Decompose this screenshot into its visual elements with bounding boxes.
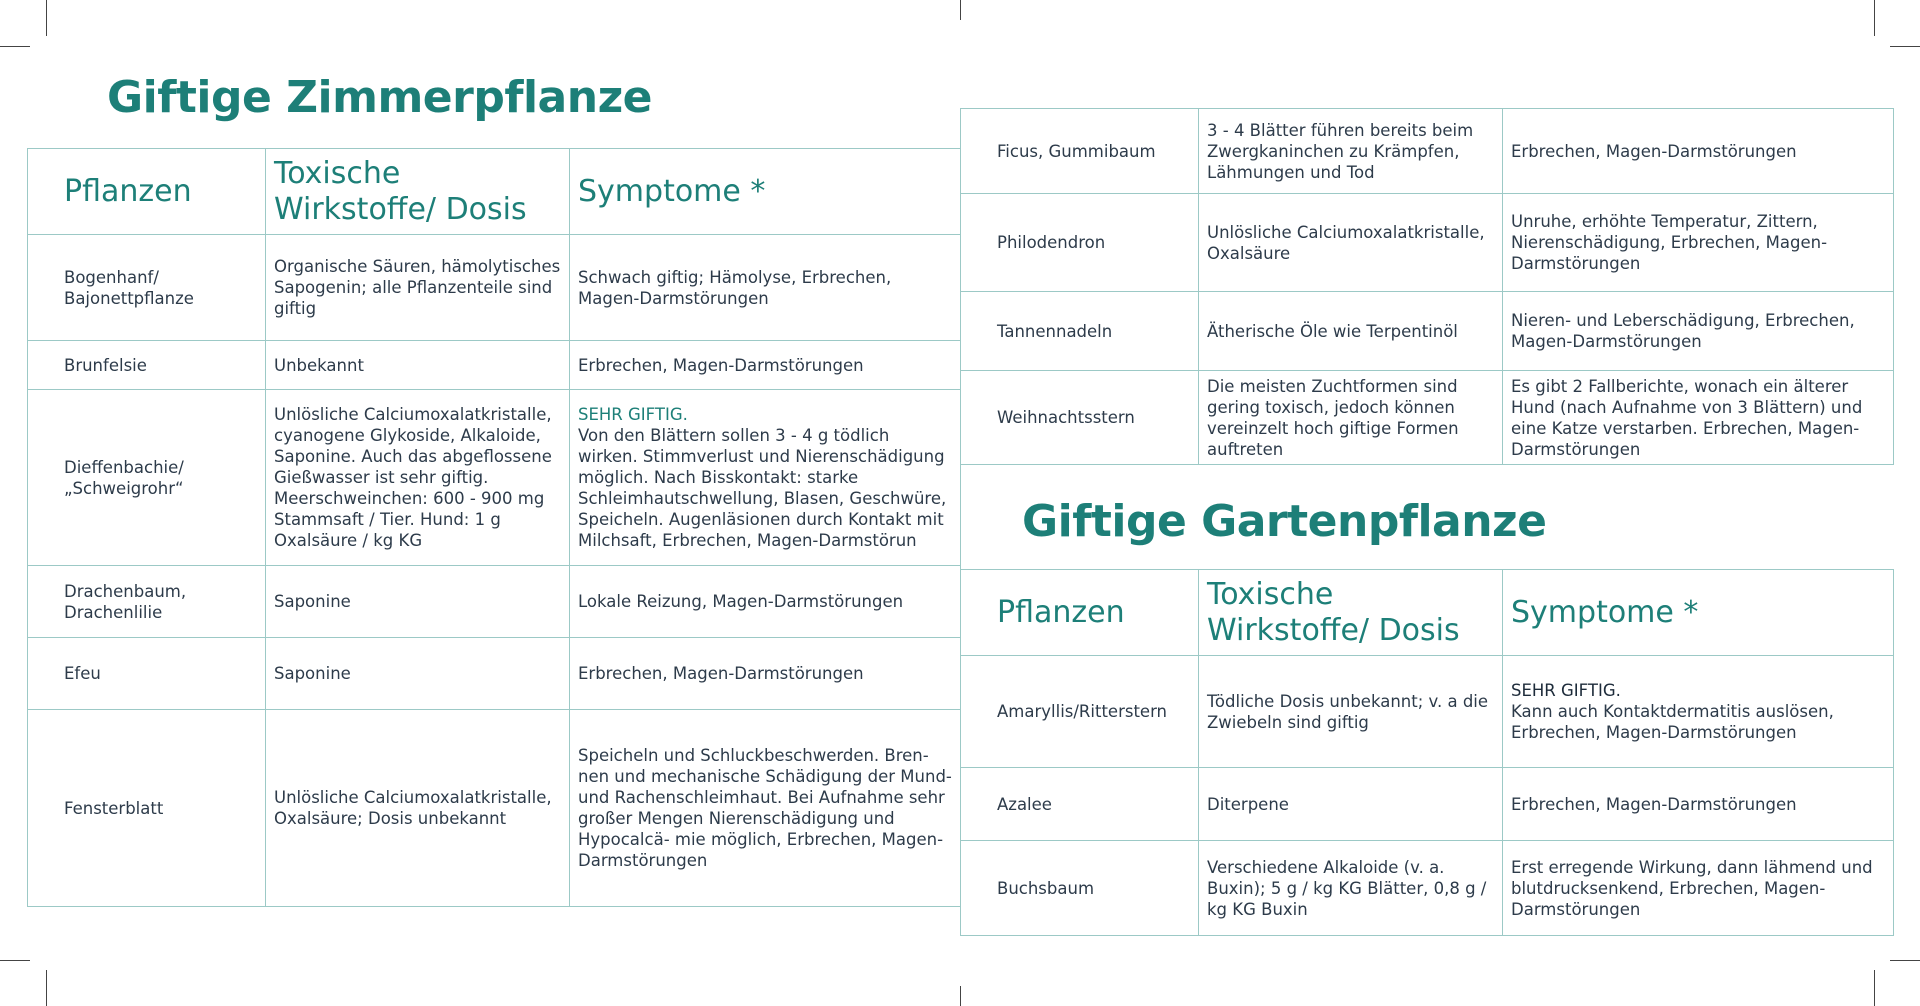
- header-symptoms: Symptome *: [570, 149, 961, 235]
- crop-mark: [1874, 0, 1875, 36]
- table-row: [961, 371, 1894, 465]
- symptoms-cell: Nieren- und Leberschädigung, Erbrechen, Magen-Darmstörungen: [1503, 292, 1894, 371]
- symptoms-cell: [570, 390, 961, 566]
- header-toxins: Toxische Wirkstoffe/ Dosis: [1199, 570, 1503, 656]
- crop-mark: [46, 970, 47, 1006]
- crop-mark: [1890, 960, 1920, 961]
- plant-name: Philodendron: [961, 194, 1199, 292]
- table-row: [961, 768, 1894, 841]
- plant-name: Azalee: [961, 768, 1199, 841]
- table-header-row: [28, 149, 961, 235]
- symptoms-cell: Lokale Reizung, Magen-Darmstörungen: [570, 566, 961, 638]
- header-plants: Pflanzen: [28, 149, 266, 235]
- plant-name: Drachenbaum, Drachenlilie: [28, 566, 266, 638]
- symptoms-cell: Unruhe, erhöhte Temperatur, Zittern, Nierenschädigung, Erbrechen, Magen- Darmstörungen: [1503, 194, 1894, 292]
- header-plants: Pflanzen: [961, 570, 1199, 656]
- table-header-row: [961, 570, 1894, 656]
- table-row: [961, 194, 1894, 292]
- table-row: [961, 841, 1894, 936]
- crop-mark: [0, 46, 30, 47]
- table-row: [28, 638, 961, 710]
- symptoms-cell: Erbrechen, Magen-Darmstörungen: [570, 341, 961, 390]
- plant-name: Amaryllis/Ritterstern: [961, 656, 1199, 768]
- symptoms-text: Kann auch Kontaktdermatitis auslösen, Erbrechen, Magen-Darmstörungen: [1511, 702, 1834, 742]
- header-symptoms: Symptome *: [1503, 570, 1894, 656]
- toxins-cell: Diterpene: [1199, 768, 1503, 841]
- crop-mark: [1890, 46, 1920, 47]
- garden-table: [960, 569, 1894, 936]
- table-row: [28, 390, 961, 566]
- table-row: [28, 235, 961, 341]
- toxins-cell: Saponine: [266, 566, 570, 638]
- indoor-title: Giftige Zimmerpflanze: [107, 72, 653, 123]
- crop-mark: [0, 960, 30, 961]
- plant-name: Weihnachtsstern: [961, 371, 1199, 465]
- symptoms-cell: Erbrechen, Magen-Darmstörungen: [1503, 109, 1894, 194]
- symptoms-cell: Erbrechen, Magen-Darmstörungen: [570, 638, 961, 710]
- plant-name: Fensterblatt: [28, 710, 266, 907]
- table-row: [28, 566, 961, 638]
- toxins-cell: Saponine: [266, 638, 570, 710]
- toxins-cell: Verschiedene Alkaloide (v. a. Buxin); 5 g / kg KG Blätter, 0,8 g / kg KG Buxin: [1199, 841, 1503, 936]
- garden-title: Giftige Gartenpflanze: [1022, 496, 1547, 547]
- symptoms-cell: Schwach giftig; Hämolyse, Erbrechen, Magen-Darmstörungen: [570, 235, 961, 341]
- table-row: [961, 109, 1894, 194]
- plant-name: Tannennadeln: [961, 292, 1199, 371]
- toxins-cell: Die meisten Zuchtformen sind gering toxisch, jedoch können vereinzelt hoch giftige Formen auftreten: [1199, 371, 1503, 465]
- toxins-cell: Unlösliche Calciumoxalatkristalle, Oxalsäure: [1199, 194, 1503, 292]
- crop-mark: [1874, 970, 1875, 1006]
- symptoms-cell: [1503, 656, 1894, 768]
- symptoms-cell: Es gibt 2 Fallberichte, wonach ein älterer Hund (nach Aufnahme von 3 Blättern) und eine Katze verstarben. Erbrechen, Magen- Darmstörungen: [1503, 371, 1894, 465]
- symptoms-cell: Erbrechen, Magen-Darmstörungen: [1503, 768, 1894, 841]
- plant-name: Bogenhanf/ Bajonettpflanze: [28, 235, 266, 341]
- plant-name: Efeu: [28, 638, 266, 710]
- toxins-cell: Unlösliche Calciumoxalatkristalle, cyanogene Glykoside, Alkaloide, Saponine. Auch das abgeflossene Gießwasser ist sehr giftig. Meerschweinchen: 600 - 900 mg Stammsaft / Tier. Hund: 1 g Oxalsäure / kg KG: [266, 390, 570, 566]
- indoor-table: [27, 148, 961, 907]
- table-row: [961, 656, 1894, 768]
- symptoms-cell: Erst erregende Wirkung, dann lähmend und blutdrucksenkend, Erbrechen, Magen-Darmstörungen: [1503, 841, 1894, 936]
- toxins-cell: Unlösliche Calciumoxalatkristalle, Oxalsäure; Dosis unbekannt: [266, 710, 570, 907]
- symptoms-cell: Speicheln und Schluckbeschwerden. Bren- nen und mechanische Schädigung der Mund- und Rachenschleimhaut. Bei Aufnahme sehr großer Mengen Nierenschädigung und Hypocalcä- mie möglich, Erbrechen, Magen-Darmstörungen: [570, 710, 961, 907]
- crop-mark: [46, 0, 47, 36]
- toxins-cell: Unbekannt: [266, 341, 570, 390]
- toxins-cell: Organische Säuren, hämolytisches Sapogenin; alle Pflanzenteile sind giftig: [266, 235, 570, 341]
- header-toxins: Toxische Wirkstoffe/ Dosis: [266, 149, 570, 235]
- crop-mark: [960, 986, 961, 1006]
- warning-note: SEHR GIFTIG.: [1511, 681, 1621, 700]
- toxins-cell: 3 - 4 Blätter führen bereits beim Zwergkaninchen zu Krämpfen, Lähmungen und Tod: [1199, 109, 1503, 194]
- toxins-cell: Ätherische Öle wie Terpentinöl: [1199, 292, 1503, 371]
- indoor-table-continued: [960, 108, 1894, 465]
- warning-note: SEHR GIFTIG.: [578, 405, 688, 424]
- table-row: [28, 710, 961, 907]
- toxins-cell: Tödliche Dosis unbekannt; v. a die Zwiebeln sind giftig: [1199, 656, 1503, 768]
- table-row: [961, 292, 1894, 371]
- plant-name: Buchsbaum: [961, 841, 1199, 936]
- plant-name: Dieffenbachie/ „Schweigrohr“: [28, 390, 266, 566]
- crop-mark: [960, 0, 961, 20]
- plant-name: Ficus, Gummibaum: [961, 109, 1199, 194]
- table-row: [28, 341, 961, 390]
- plant-name: Brunfelsie: [28, 341, 266, 390]
- symptoms-text: Von den Blättern sollen 3 - 4 g tödlich wirken. Stimmverlust und Nierenschädigung möglich. Nach Bisskontakt: starke Schleimhautschwellung, Blasen, Geschwüre, Speicheln. Augenläsionen durch Kontakt mit Milchsaft, Erbrechen, Magen-Darmstörun: [578, 426, 947, 550]
